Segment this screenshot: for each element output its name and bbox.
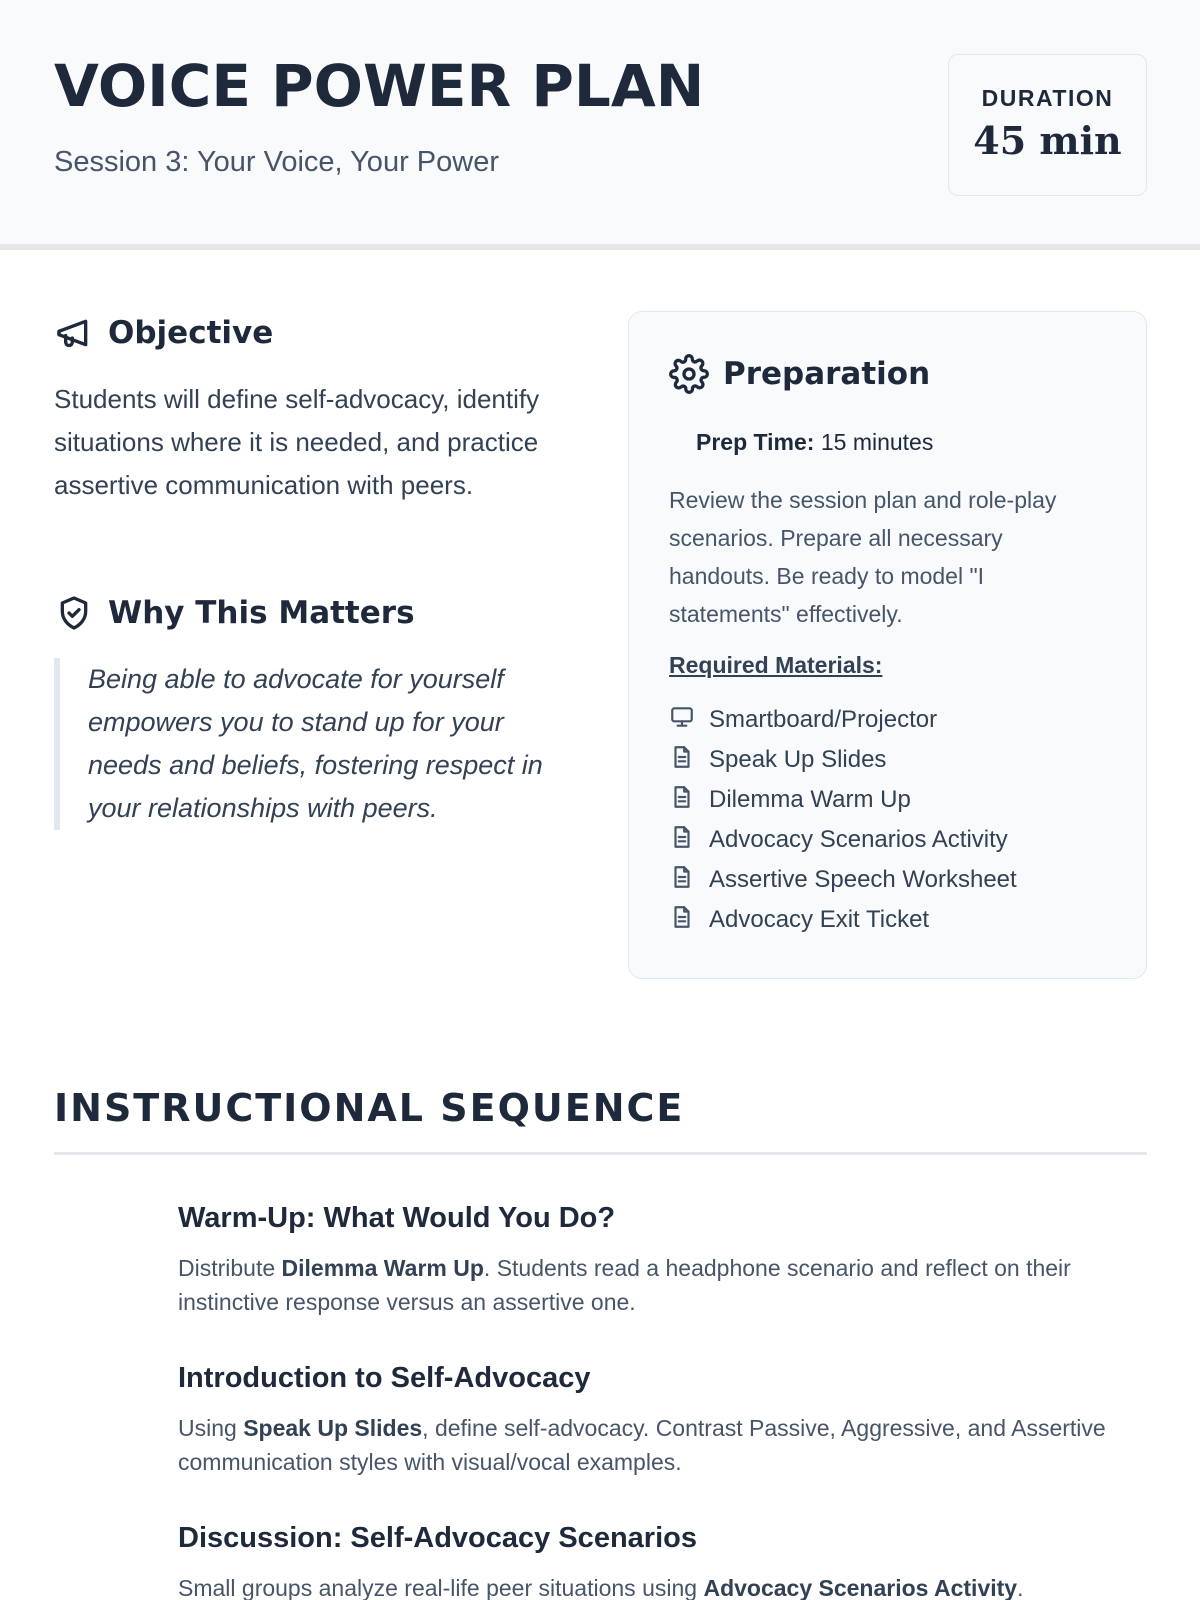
material-label: Dilemma Warm Up bbox=[709, 786, 911, 813]
prep-description: Review the session plan and role-play scenarios. Prepare all necessary handouts. Be ready to model "I statements" effectively. bbox=[669, 487, 1057, 627]
prep-time bbox=[696, 429, 933, 456]
step-description: Small groups analyze real-life peer situations using Advocacy Scenarios Activity. bbox=[178, 1575, 1024, 1600]
why-heading bbox=[54, 593, 415, 633]
material-label: Assertive Speech Worksheet bbox=[709, 866, 1017, 893]
duration-value: 45 min bbox=[973, 118, 1122, 163]
material-label: Smartboard/Projector bbox=[709, 706, 938, 733]
megaphone-icon bbox=[54, 313, 94, 353]
preparation-heading bbox=[669, 354, 930, 394]
gear-icon bbox=[669, 354, 709, 394]
sequence-heading: INSTRUCTIONAL SEQUENCE bbox=[54, 1086, 685, 1130]
required-materials-label: Required Materials: bbox=[669, 652, 883, 678]
material-label: Speak Up Slides bbox=[709, 746, 887, 773]
objective-text: Students will define self-advocacy, identify situations where it is needed, and practice assertive communication with peers. bbox=[54, 384, 540, 500]
material-label: Advocacy Scenarios Activity bbox=[709, 826, 1008, 853]
objective-heading bbox=[54, 313, 273, 353]
duration-label: DURATION bbox=[981, 85, 1114, 111]
material-item bbox=[669, 780, 1017, 820]
duration-card bbox=[948, 54, 1147, 196]
divider bbox=[54, 1152, 1147, 1155]
material-item bbox=[669, 740, 1017, 780]
preparation-title: Preparation bbox=[723, 356, 931, 392]
document-icon bbox=[669, 864, 709, 897]
objective-title: Objective bbox=[108, 315, 274, 351]
monitor-icon bbox=[669, 704, 709, 737]
material-item bbox=[669, 900, 1017, 940]
material-item bbox=[669, 820, 1017, 860]
prep-time-value: 15 minutes bbox=[820, 429, 934, 455]
step-title: Introduction to Self-Advocacy bbox=[178, 1362, 591, 1394]
document-icon bbox=[669, 904, 709, 937]
material-item bbox=[669, 860, 1017, 900]
document-icon bbox=[669, 744, 709, 777]
step-description: Using Speak Up Slides, define self-advocacy. Contrast Passive, Aggressive, and Assertive communication styles with visual/vocal examples. bbox=[178, 1415, 1106, 1475]
page-title: VOICE POWER PLAN bbox=[54, 52, 705, 120]
step-title: Warm-Up: What Would You Do? bbox=[178, 1202, 616, 1234]
preparation-card bbox=[628, 311, 1147, 979]
materials-list bbox=[669, 700, 1017, 940]
material-label: Advocacy Exit Ticket bbox=[709, 906, 930, 933]
sequence-step bbox=[178, 1522, 1148, 1600]
step-description: Distribute Dilemma Warm Up. Students read a headphone scenario and reflect on their instinctive response versus an assertive one. bbox=[178, 1255, 1071, 1315]
why-title: Why This Matters bbox=[108, 595, 415, 631]
material-item bbox=[669, 700, 1017, 740]
document-icon bbox=[669, 784, 709, 817]
step-title: Discussion: Self-Advocacy Scenarios bbox=[178, 1522, 697, 1554]
page-header bbox=[0, 0, 1200, 250]
why-quote: Being able to advocate for yourself empowers you to stand up for your needs and beliefs, fostering respect in your relationships with peers. bbox=[54, 658, 584, 830]
sequence-step bbox=[178, 1362, 1148, 1479]
shield-check-icon bbox=[54, 593, 94, 633]
page-subtitle: Session 3: Your Voice, Your Power bbox=[54, 146, 499, 178]
sequence-step bbox=[178, 1202, 1148, 1319]
prep-time-label: Prep Time: bbox=[696, 429, 815, 455]
document-icon bbox=[669, 824, 709, 857]
